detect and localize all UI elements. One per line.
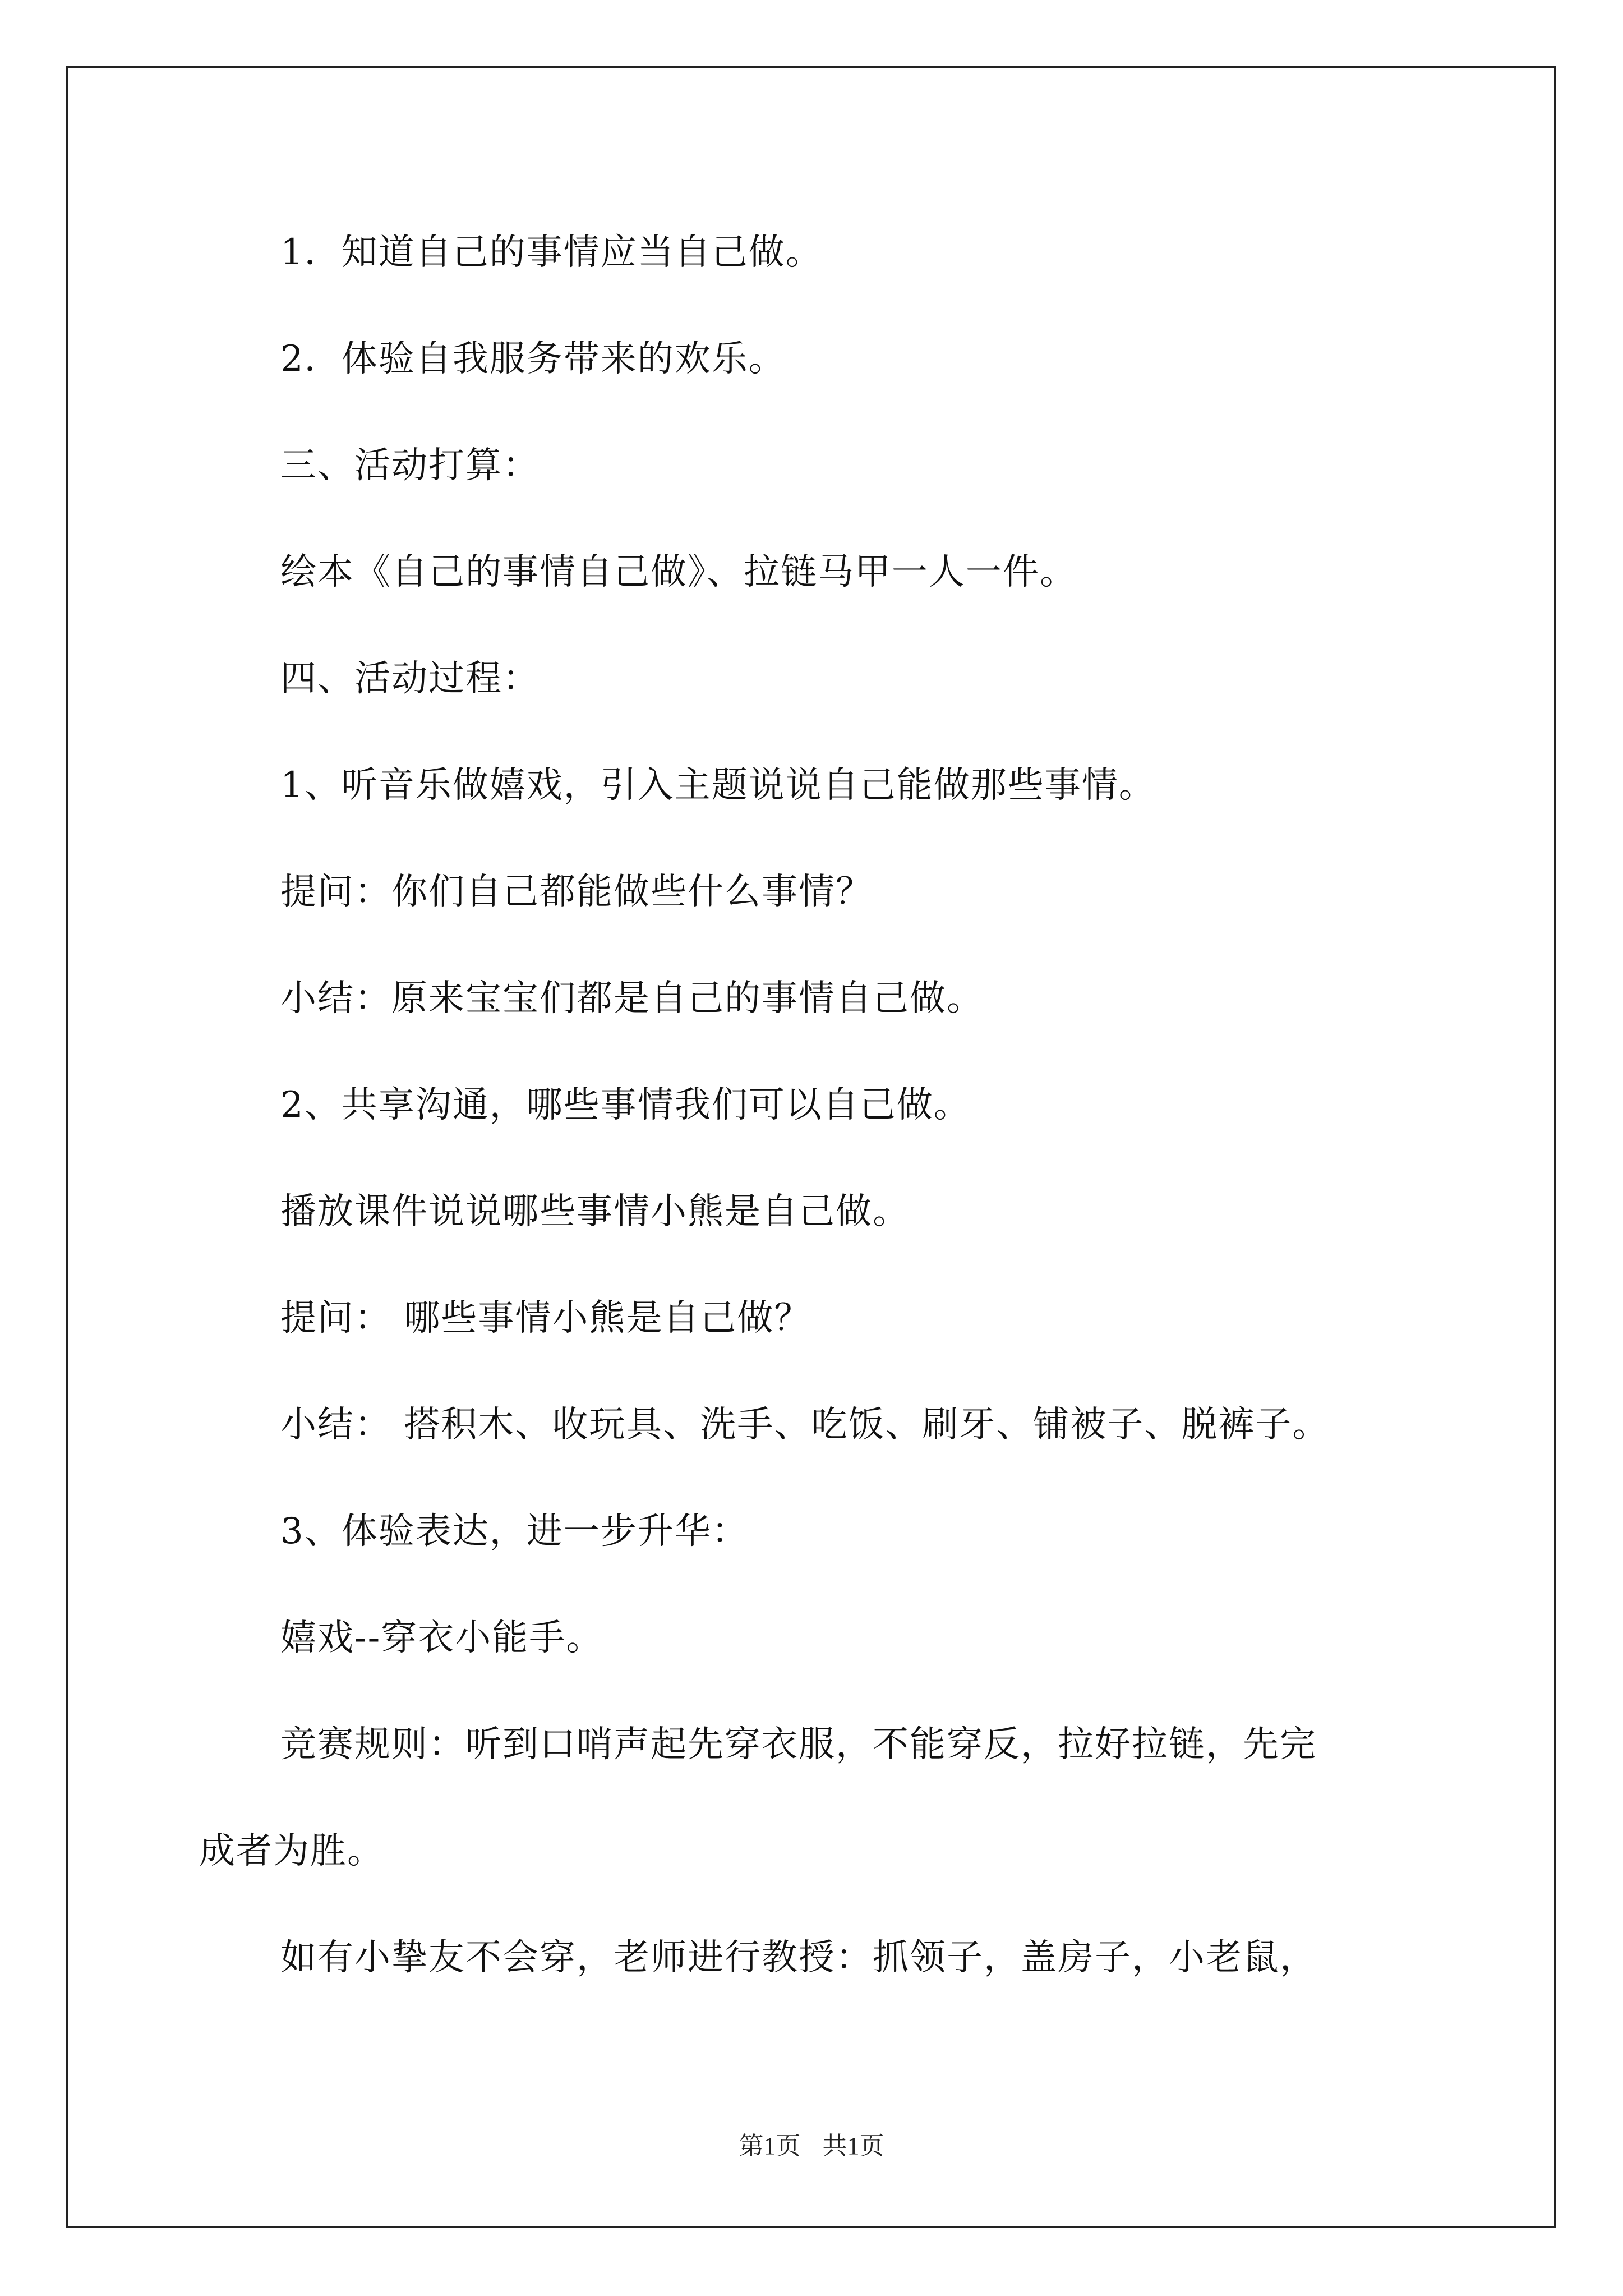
objective-1: 1．知道自己的事情应当自己做。	[280, 232, 823, 273]
game-rules-continued: 成者为胜。	[199, 1830, 384, 1872]
page-total: 共1页	[822, 2132, 884, 2160]
section-heading-prep: 三、活动打算：	[280, 445, 540, 486]
step-1: 1、听音乐做嬉戏，引入主题说说自己能做那些事情。	[280, 765, 1156, 806]
page-footer	[0, 2131, 1623, 2162]
page-number: 第1页	[739, 2132, 801, 2160]
question-1: 提问：你们自己都能做些什么事情？	[280, 871, 873, 913]
step-3: 3、体验表达，进一步升华：	[280, 1511, 749, 1552]
question-2: 提问： 哪些事情小熊是自己做？	[280, 1297, 811, 1339]
teaching-note: 如有小挚友不会穿，老师进行教授：抓领子，盖房子，小老鼠，	[280, 1937, 1317, 1978]
prep-materials: 绘本《自己的事情自己做》、拉链马甲一人一件。	[280, 551, 1077, 593]
summary-1: 小结：原来宝宝们都是自己的事情自己做。	[280, 978, 984, 1019]
game-title: 嬉戏--穿衣小能手。	[280, 1617, 603, 1659]
summary-2: 小结： 搭积木、收玩具、洗手、吃饭、刷牙、铺被子、脱裤子。	[280, 1404, 1330, 1446]
section-heading-process: 四、活动过程：	[280, 658, 540, 700]
page-border	[66, 66, 1556, 2228]
objective-2: 2．体验自我服务带来的欢乐。	[280, 338, 786, 380]
courseware-line: 播放课件说说哪些事情小熊是自己做。	[280, 1191, 910, 1232]
step-2: 2、共享沟通，哪些事情我们可以自己做。	[280, 1084, 971, 1126]
game-rules: 竞赛规则：听到口哨声起先穿衣服，不能穿反，拉好拉链，先完	[280, 1724, 1317, 1765]
